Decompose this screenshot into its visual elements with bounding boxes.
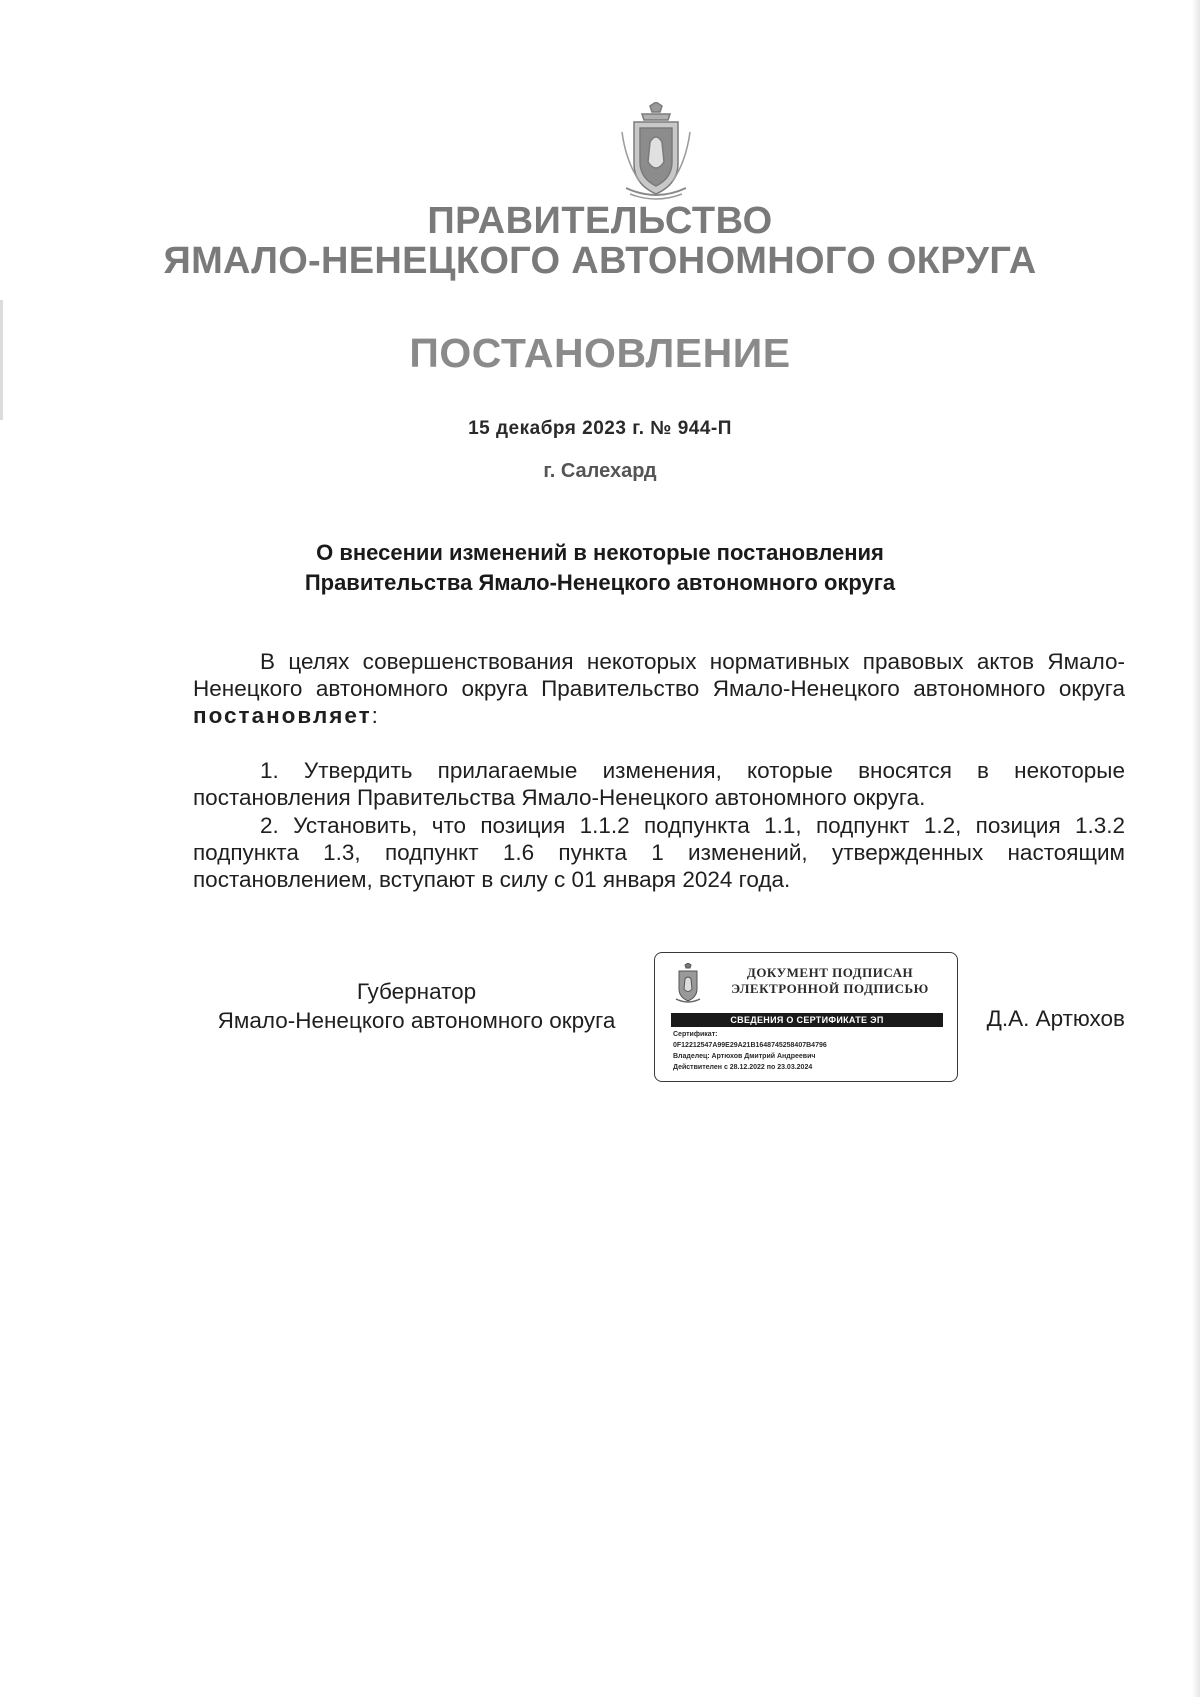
government-name-line1: ПРАВИТЕЛЬСТВО	[427, 200, 773, 242]
stamp-heading-line2: ЭЛЕКТРОННОЙ ПОДПИСЬЮ	[731, 981, 929, 996]
document-type: ПОСТАНОВЛЕНИЕ	[409, 330, 791, 376]
preamble-paragraph	[193, 648, 1125, 729]
government-name-line2: ЯМАЛО-НЕНЕЦКОГО АВТОНОМНОГО ОКРУГА	[163, 240, 1037, 282]
certificate-owner: Владелец: Артюхов Дмитрий Андреевич	[673, 1053, 816, 1060]
subject-line1: О внесении изменений в некоторые постановления	[316, 540, 884, 565]
signatory-position: Губернатор	[356, 979, 477, 1004]
preamble-text: В целях совершенствования некоторых нормативных правовых актов Ямало-Ненецкого автономного округа Правительство Ямало-Ненецкого автономного округа	[193, 649, 1125, 701]
document-city: г. Салехард	[543, 460, 657, 482]
certificate-label: Сертификат:	[673, 1031, 718, 1038]
clause-1-text: 1. Утвердить прилагаемые изменения, которые вносятся в некоторые постановления Правительства Ямало-Ненецкого автономного округа.	[193, 758, 1125, 810]
certificate-validity: Действителен с 28.12.2022 по 23.03.2024	[673, 1064, 813, 1071]
certificate-number: 0F12212547A99E29A21B1648745258407B4796	[673, 1042, 827, 1049]
electronic-signature-stamp	[654, 952, 958, 1082]
signatory-region: Ямало-Ненецкого автономного округа	[217, 1008, 616, 1033]
resolves-keyword: постановляет	[193, 703, 372, 728]
preamble-end: :	[371, 703, 378, 728]
coat-of-arms-icon	[620, 102, 692, 202]
subject-line2: Правительства Ямало-Ненецкого автономного округа	[304, 570, 896, 595]
coat-of-arms-icon	[673, 963, 703, 1005]
stamp-heading	[715, 965, 945, 997]
clause-2-text: 2. Установить, что позиция 1.1.2 подпункта 1.1, подпункт 1.2, позиция 1.3.2 подпункта 1.3, подпункт 1.6 пункта 1 изменений, утвержденных настоящим постановлением, вступают в силу с 01 января 2024 года.	[193, 813, 1125, 892]
document-date-number: 15 декабря 2023 г. № 944-П	[468, 418, 732, 439]
clause-1	[193, 757, 1125, 811]
clause-2	[193, 812, 1125, 893]
certificate-info-bar: СВЕДЕНИЯ О СЕРТИФИКАТЕ ЭП	[671, 1013, 943, 1027]
stamp-heading-line1: ДОКУМЕНТ ПОДПИСАН	[746, 965, 914, 980]
signatory-title	[193, 977, 640, 1035]
document-subject	[0, 538, 1200, 598]
signatory-name: Д.А. Артюхов	[986, 1006, 1125, 1031]
